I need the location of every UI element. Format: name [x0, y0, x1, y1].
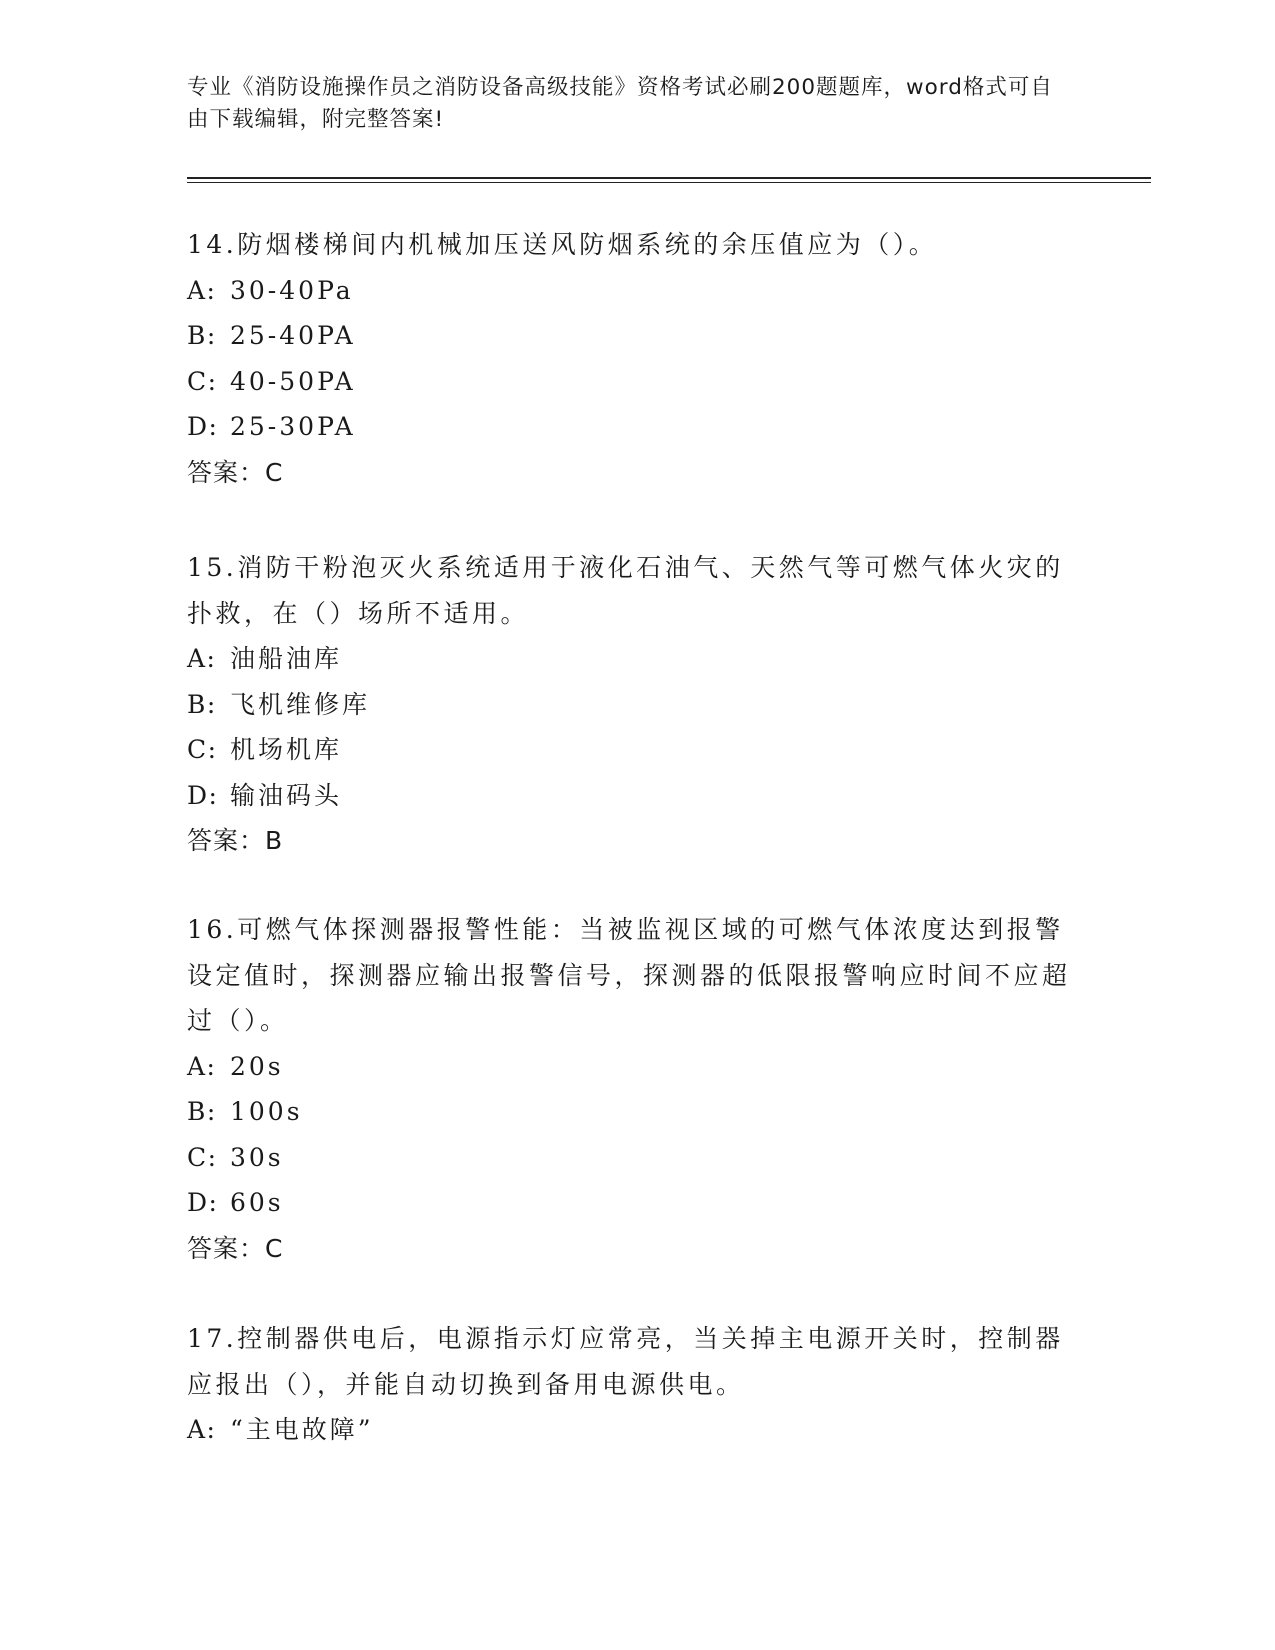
option-letter: B:: [187, 1097, 217, 1126]
header-divider-thin: [187, 182, 1151, 183]
option-d: [187, 1180, 1077, 1226]
option-c: [187, 1135, 1077, 1181]
option-text: 20s: [230, 1051, 284, 1081]
option-text: 25-30PA: [230, 412, 356, 441]
option-a: [187, 1407, 1077, 1453]
option-c: [187, 727, 1077, 773]
option-text: 60s: [230, 1188, 284, 1217]
option-c: [187, 359, 1077, 405]
option-letter: A:: [187, 644, 217, 673]
option-letter: D:: [187, 780, 219, 810]
answer-line: 答案：C: [187, 457, 284, 487]
option-letter: C:: [187, 1142, 218, 1172]
question-16: [187, 907, 1077, 1271]
option-text: 油船油库: [230, 644, 343, 673]
option-text: 飞机维修库: [230, 689, 371, 719]
question-stem: 14.防烟楼梯间内机械加压送风防烟系统的余压值应为（）。: [187, 230, 938, 259]
question-stem: 16.可燃气体探测器报警性能：当被监视区域的可燃气体浓度达到报警设定值时，探测器应输出报警信号，探测器的低限报警响应时间不应超过（）。: [187, 915, 1071, 1035]
option-text: 机场机库: [230, 735, 343, 764]
document-header: 专业《消防设施操作员之消防设备高级技能》资格考试必刷200题题库，word格式可自由下载编辑，附完整答案!: [187, 75, 1053, 132]
question-14: [187, 222, 1077, 495]
option-letter: A:: [187, 1415, 217, 1444]
option-text: 40-50PA: [230, 366, 356, 396]
option-letter: D:: [187, 1188, 219, 1217]
header-divider: [187, 177, 1151, 179]
option-d: [187, 773, 1077, 819]
option-a: [187, 636, 1077, 682]
option-text: 30-40Pa: [230, 275, 354, 305]
option-letter: A:: [187, 1051, 217, 1081]
question-stem: 17.控制器供电后，电源指示灯应常亮，当关掉主电源开关时，控制器应报出（），并能自动切换到备用电源供电。: [187, 1324, 1064, 1399]
option-text: 25-40PA: [230, 321, 356, 350]
option-a: [187, 268, 1077, 314]
option-letter: D:: [187, 412, 219, 441]
option-b: [187, 1089, 1077, 1135]
option-b: [187, 682, 1077, 728]
option-letter: C:: [187, 735, 218, 764]
question-17: [187, 1316, 1077, 1453]
option-text: 100s: [230, 1097, 303, 1126]
option-text: “主电故障”: [230, 1415, 374, 1444]
answer-line: 答案：C: [187, 1233, 284, 1263]
question-15: [187, 545, 1077, 864]
option-b: [187, 313, 1077, 359]
option-a: [187, 1044, 1077, 1090]
option-letter: B:: [187, 689, 217, 719]
option-letter: C:: [187, 366, 218, 396]
question-stem: 15.消防干粉泡灭火系统适用于液化石油气、天然气等可燃气体火灾的扑救，在（）场所不适用。: [187, 553, 1064, 628]
option-text: 30s: [230, 1142, 284, 1172]
option-letter: B:: [187, 321, 217, 350]
option-text: 输油码头: [230, 780, 343, 810]
answer-line: 答案：B: [187, 826, 284, 855]
option-letter: A:: [187, 275, 217, 305]
option-d: [187, 404, 1077, 450]
